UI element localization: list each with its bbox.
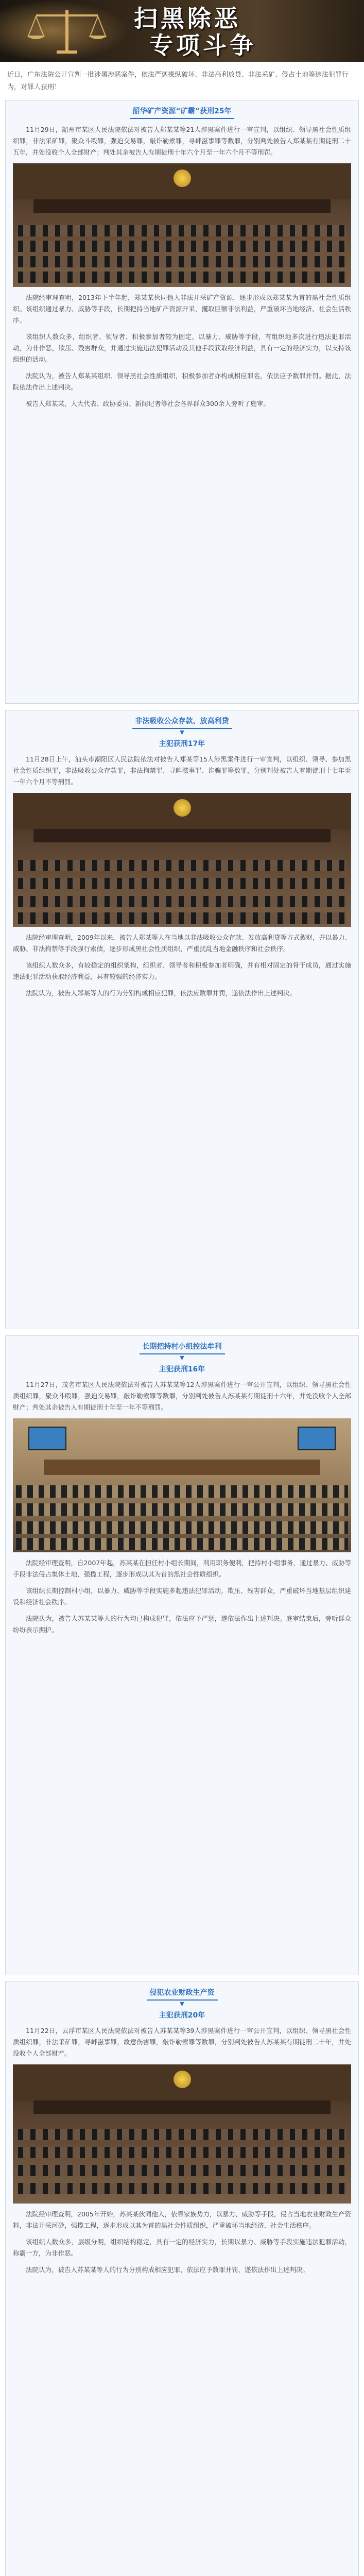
- section-subtitle: 主犯获刑20年: [159, 2011, 205, 2020]
- paragraph: 该组织人数众多，有较稳定的组织架构，组织者、领导者和积极参加者明确，并有相对固定的骨干成员，通过实施违法犯罪活动获取经济利益，具有较强的经济实力。: [13, 961, 351, 980]
- section-header: [6, 100, 358, 119]
- section-title: 韶华矿产资源“矿霸”获刑25年: [130, 106, 235, 119]
- paragraph: 该组织人数众多，层级分明，组织结构稳定，具有一定的经济实力，长期以暴力、威胁等手段实施违法犯罪活动，称霸一方，为非作恶。: [13, 2238, 351, 2257]
- paragraph: 11月22日，云浮市某区人民法院依法对被告人苏某某等39人涉黑案件进行一审公开宣判，以组织、领导黑社会性质组织罪，非法采矿罪，寻衅滋事罪，故意伤害罪，敲诈勒索罪等数罪，分别判处被告人苏某某有期徒刑二十年，并处没收个人全部财产。: [13, 2027, 351, 2057]
- paragraph: 该组织人数众多，组织者、领导者、积极参加者较为固定，以暴力、威胁等手段，有组织地多次进行违法犯罪活动，为非作恶，欺压、残害群众，并通过实施违法犯罪活动及其他手段获取经济利益，具有一定的经济实力，以支持该组织的活动。: [13, 333, 351, 363]
- section-2: [5, 710, 359, 1329]
- arrow-down-icon: ▼: [180, 1354, 184, 1361]
- justice-scale-icon: [15, 5, 118, 57]
- section-title: 侵犯农业财政生产资: [147, 1987, 218, 2001]
- arrow-down-icon: ▼: [180, 729, 184, 736]
- section-title: 长期把持村小组控法牟利: [140, 1341, 225, 1354]
- arrow-down-icon: ▼: [180, 2001, 184, 2007]
- section-subtitle: 主犯获刑16年: [159, 1365, 205, 1374]
- banner-title-line1: 扫黑除恶: [134, 5, 241, 32]
- paragraph: 11月28日上午，汕头市潮阳区人民法院依法对被告人郑某等15人涉黑案件进行一审宣判，以组织、领导、参加黑社会性质组织罪，非法吸收公众存款罪，非法拘禁罪、寻衅滋事罪、诈骗罪等数罪，分别判处被告人有期徒刑十七年至一年六个月不等刑罚。: [13, 755, 351, 786]
- paragraph: 该组织长期控制村小组，以暴力、威胁等手段实施多起违法犯罪活动，欺压、残害群众，严重破坏当地基层组织建设和经济社会秩序。: [13, 1587, 351, 1606]
- banner-title-line2: 专项斗争: [149, 31, 256, 59]
- section-header: [6, 1336, 358, 1374]
- paragraph: 被告人郑某某、人大代表、政协委员、新闻记者等社会各界群众300余人旁听了庭审。: [26, 400, 270, 408]
- courtroom-photo: [13, 1418, 351, 1552]
- paragraph: 法院认为，被告人郑某等人的行为分别构成相应犯罪，依法应数罪并罚，遂依法作出上述判决。: [26, 989, 297, 997]
- paragraph: 法院经审理查明，自2007年起，苏某某在担任村小组长期间，利用职务便利，把持村小组事务，通过暴力、威胁等手段非法侵占集体土地、强揽工程，逐步形成以其为首的黑社会性质组织。: [13, 1559, 351, 1578]
- paragraph: 法院经审理查明，2005年开始，苏某某伙同他人，依靠家族势力，以暴力、威胁等手段，侵占当地农业财政生产资料，非法开采河砂，强揽工程，逐步形成以其为首的黑社会性质组织，严重破坏当地经济、社会生活秩序。: [13, 2210, 351, 2229]
- section-3: [5, 1335, 359, 1975]
- courtroom-photo: [13, 793, 351, 927]
- banner: [0, 0, 364, 62]
- banner-title: [134, 5, 256, 59]
- section-subtitle: 主犯获刑17年: [159, 740, 205, 748]
- paragraph: 法院认为，被告人苏某某等人的行为均已构成犯罪，依法应予严惩，遂依法作出上述判决。庭审结束后，旁听群众纷纷表示拥护。: [13, 1615, 351, 1634]
- section-title: 非法吸收公众存款、放高利贷: [132, 716, 232, 729]
- intro-text: 近日，广东法院公开宣判一批涉黑涉恶案件，依法严惩操纵破坏、非法高利放贷、非法采矿、侵占土地等违法犯罪行为，对罪人获刑！: [7, 71, 349, 91]
- paragraph: 11月29日，韶州市某区人民法院依法对被告人郑某某等21人涉黑案件进行一审宣判，以组织、领导黑社会性质组织罪，非法采矿罪，聚众斗殴罪，强迫交易罪，敲诈勒索罪，寻衅滋事罪等数罪，分别判处被告人郑某某有期徒刑二十五年，并处没收个人全部财产；判处其余被告人有期徒刑十年六个月至一年六个月不等刑罚。: [13, 126, 351, 156]
- section-1: [5, 100, 359, 704]
- section-header: [6, 1982, 358, 2020]
- paragraph: 法院认为，被告人郑某某组织、领导黑社会性质组织，积极参加者亦构成相应罪名，依法应予数罪并罚。据此，法院依法作出上述判决。: [13, 372, 351, 391]
- paragraph: 法院经审理查明，2009年以来，被告人郑某等人在当地以非法吸收公众存款、发放高利贷等方式敛财，并以暴力、威胁、非法拘禁等手段强行索债，逐步形成黑社会性质组织，严重扰乱当地金融秩序和社会秩序。: [13, 934, 351, 953]
- section-4: [5, 1981, 359, 2576]
- paragraph: 法院经审理查明，2013年下半年起，郑某某伙同他人非法开采矿产资源，逐步形成以郑某某为首的黑社会性质组织。该组织通过暴力、威胁等手段，长期把持当地矿产资源开采，攫取巨额非法利益，严重破坏当地经济、社会生活秩序。: [13, 294, 351, 324]
- paragraph: 11月27日，茂名市某区人民法院依法对被告人苏某某等12人涉黑案件进行一审公开宣判，以组织、领导黑社会性质组织罪，聚众斗殴罪，强迫交易罪，敲诈勒索罪等数罪，分别判处被告人苏某某有期徒刑十六年，并处没收个人全部财产；判处其余被告人有期徒刑十年至一年不等刑罚。: [13, 1381, 351, 1411]
- section-header: [6, 710, 358, 749]
- paragraph: 法院认为，被告人苏某某等人的行为分别构成相应犯罪，依法应予数罪并罚，遂依法作出上述判决。: [26, 2266, 309, 2274]
- courtroom-photo: [13, 2064, 351, 2204]
- courtroom-photo: [13, 163, 351, 287]
